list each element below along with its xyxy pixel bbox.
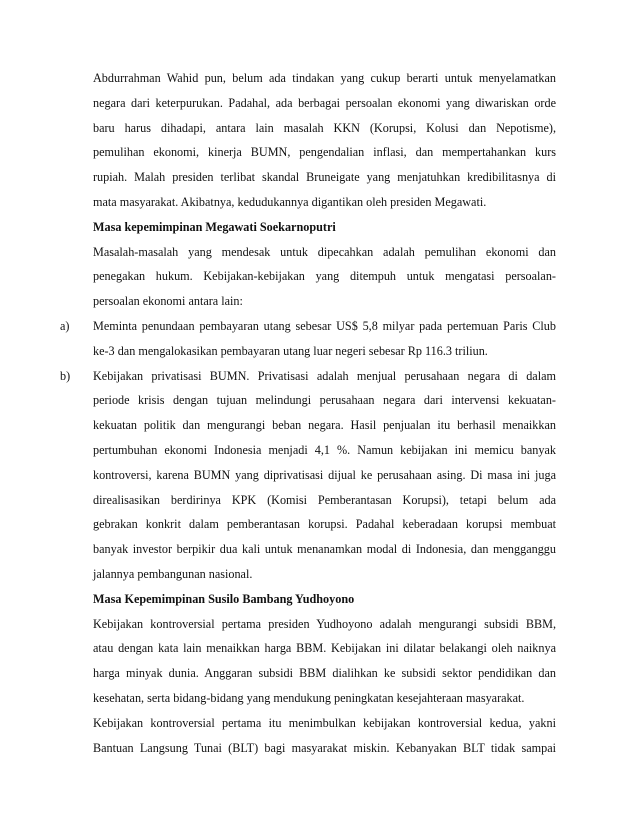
list-item-text: ke-3 dan mengalokasikan pembayaran utang luar negeri sebesar Rp 116.3 triliun. [93,343,488,358]
body-text-line: Bantuan Langsung Tunai (BLT) bagi masyarakat miskin. Kebanyakan BLT tidak sampai [93,740,556,755]
list-item-text: kontroversi, karena BUMN yang diprivatisasi dijual ke perusahaan asing. Di masa ini juga [93,467,556,482]
list-marker-a: a) [60,319,70,333]
list-item-text: periode krisis dengan tujuan melindungi perusahaan negara dari intervensi kekuatan- [93,393,556,408]
list-item-text: pertumbuhan ekonomi Indonesia menjadi 4,1 %. Namun kebijakan ini memicu banyak [93,443,556,457]
body-text-line: atau dengan kata lain menaikkan harga BBM. Kebijakan ini dilatar belakangi oleh naiknya [93,641,556,656]
list-item-text: jalannya pembangunan nasional. [93,567,253,581]
body-text-line: Kebijakan kontroversial pertama presiden Yudhoyono adalah mengurangi subsidi BBM, [93,616,556,631]
list-item-text: gebrakan konkrit dalam pemberantasan korupsi. Padahal keberadaan korupsi membuat [93,517,556,532]
section-heading-sby: Masa Kepemimpinan Susilo Bambang Yudhoyono [93,591,355,606]
body-text-line: negara dari keterpurukan. Padahal, ada berbagai persoalan ekonomi yang diwariskan orde [93,95,556,110]
body-text-line: kesehatan, serta bidang-bidang yang mendukung peningkatan kesejahteraan masyarakat. [93,691,525,705]
body-text-line: Kebijakan kontroversial pertama itu menimbulkan kebijakan kontroversial kedua, yakni [93,715,556,730]
list-item-text: kekuatan politik dan mengurangi beban negara. Hasil penjualan itu berhasil menaikkan [93,418,556,433]
section-heading-megawati: Masa kepemimpinan Megawati Soekarnoputri [93,219,336,234]
body-text-line: penegakan hukum. Kebijakan-kebijakan yang ditempuh untuk mengatasi persoalan- [93,269,556,284]
body-text-line: pemulihan ekonomi, kinerja BUMN, pengendalian inflasi, dan mempertahankan kurs [93,145,556,160]
body-text-line: harga minyak dunia. Anggaran subsidi BBM dialihkan ke subsidi sektor pendidikan dan [93,666,556,681]
body-text-line: baru harus dihadapi, antara lain masalah KKN (Korupsi, Kolusi dan Nepotisme), [93,120,556,135]
body-text-line: mata masyarakat. Akibatnya, kedudukannya digantikan oleh presiden Megawati. [93,195,487,209]
list-item-text: Kebijakan privatisasi BUMN. Privatisasi adalah menjual perusahaan negara di dalam [93,368,556,383]
list-marker-b: b) [60,368,71,383]
body-text-line: Abdurrahman Wahid pun, belum ada tindakan yang cukup berarti untuk menyelamatkan [93,71,556,85]
body-text-line: rupiah. Malah presiden terlibat skandal Bruneigate yang menjatuhkan kredibilitasnya di [93,170,556,185]
list-item-text: Meminta penundaan pembayaran utang sebesar US$ 5,8 milyar pada pertemuan Paris Club [93,319,556,333]
list-item-text: banyak investor berpikir dua kali untuk menanamkan modal di Indonesia, dan mengganggu [93,542,556,557]
body-text-line: persoalan ekonomi antara lain: [93,294,243,309]
list-item-text: direalisasikan berdirinya KPK (Komisi Pemberantasan Korupsi), tetapi belum ada [93,492,556,507]
body-text-line: Masalah-masalah yang mendesak untuk dipecahkan adalah pemulihan ekonomi dan [93,244,556,259]
